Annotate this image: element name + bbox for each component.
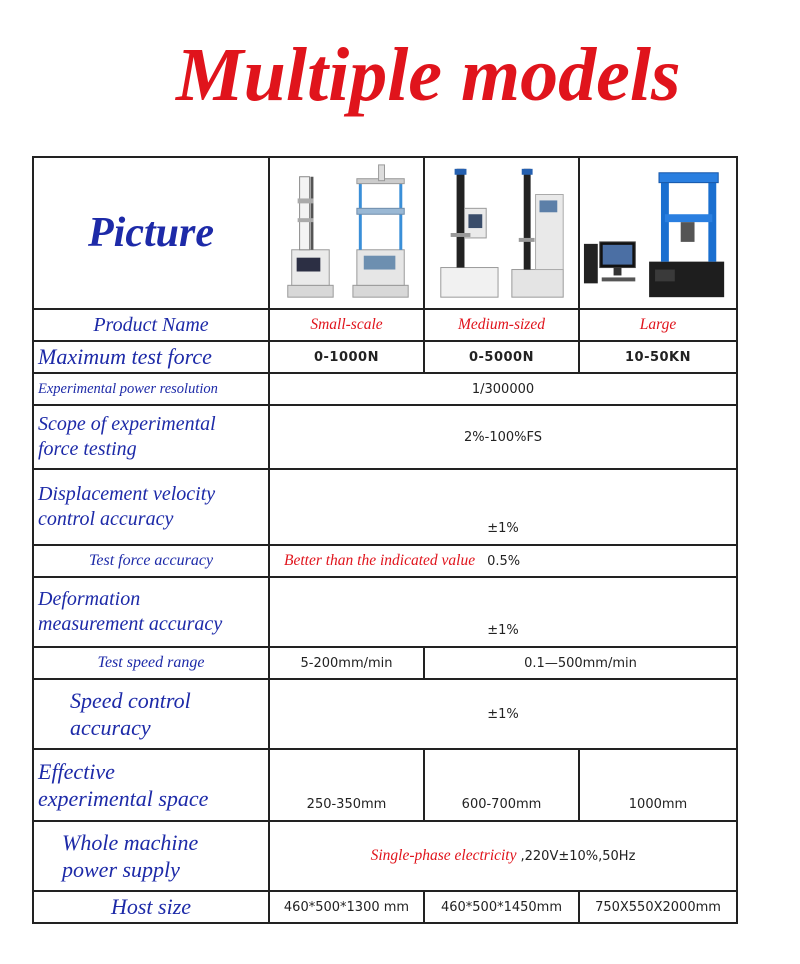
row-speed-control	[33, 679, 737, 749]
max-force-medium: 0-5000N	[424, 341, 579, 373]
label-speed-range: Test speed range	[33, 647, 269, 679]
space-small: 250-350mm	[269, 749, 424, 821]
row-host-size	[33, 891, 737, 923]
product-small: Small-scale	[269, 309, 424, 341]
row-speed-range	[33, 647, 737, 679]
label-power-supply-line1: Whole machine	[62, 829, 199, 855]
speed-control-value: ±1%	[269, 679, 737, 749]
host-size-small: 460*500*1300 mm	[269, 891, 424, 923]
label-deformation-line2: measurement accuracy	[38, 613, 223, 635]
test-force-accuracy-number: 0.5%	[487, 554, 521, 569]
label-deformation-line1: Deformation	[38, 588, 141, 610]
row-displacement	[33, 469, 737, 545]
label-max-force: Maximum test force	[33, 341, 269, 373]
row-power-resolution	[33, 373, 737, 405]
max-force-large: 10-50KN	[579, 341, 737, 373]
picture-label: Picture	[33, 157, 269, 309]
label-space-line1: Effective	[38, 758, 115, 784]
label-speed-control-line1: Speed control	[70, 687, 191, 713]
speed-range-small: 5-200mm/min	[269, 647, 424, 679]
force-scope-value: 2%-100%FS	[269, 405, 737, 469]
medium-sized-machine-image	[424, 157, 579, 309]
deformation-value: ±1%	[269, 577, 737, 647]
picture-row	[33, 157, 737, 309]
host-size-medium: 460*500*1450mm	[424, 891, 579, 923]
label-displacement-line1: Displacement velocity	[38, 483, 216, 505]
label-test-force-accuracy: Test force accuracy	[33, 545, 269, 577]
label-power-supply-line2: power supply	[62, 857, 180, 882]
row-power-supply	[33, 821, 737, 891]
label-speed-control-line2: accuracy	[70, 715, 151, 740]
label-power-supply	[33, 821, 269, 891]
row-max-force	[33, 341, 737, 373]
row-test-force-accuracy	[33, 545, 737, 577]
label-displacement	[33, 469, 269, 545]
label-displacement-line2: control accuracy	[38, 508, 174, 530]
label-speed-control	[33, 679, 269, 749]
label-power-resolution: Experimental power resolution	[33, 373, 269, 405]
page-title: Multiple models	[176, 33, 681, 117]
max-force-small: 0-1000N	[269, 341, 424, 373]
label-host-size: Host size	[33, 891, 269, 923]
product-large: Large	[579, 309, 737, 341]
small-scale-machine-image	[269, 157, 424, 309]
product-medium: Medium-sized	[424, 309, 579, 341]
test-force-accuracy-note: Better than the indicated value	[284, 552, 476, 569]
label-force-scope-line1: Scope of experimental	[38, 413, 216, 435]
power-supply-value	[269, 821, 737, 891]
label-space	[33, 749, 269, 821]
displacement-value: ±1%	[269, 469, 737, 545]
row-force-scope	[33, 405, 737, 469]
power-resolution-value: 1/300000	[269, 373, 737, 405]
label-product-name: Product Name	[33, 309, 269, 341]
power-supply-spec: ,220V±10%,50Hz	[520, 849, 636, 864]
spec-table	[32, 156, 738, 924]
large-machine-image	[579, 157, 737, 309]
label-space-line2: experimental space	[38, 786, 209, 811]
row-space	[33, 749, 737, 821]
power-supply-type: Single-phase electricity	[370, 847, 517, 864]
space-large: 1000mm	[579, 749, 737, 821]
speed-range-rest: 0.1—500mm/min	[424, 647, 737, 679]
test-force-accuracy-value	[269, 545, 737, 577]
label-force-scope	[33, 405, 269, 469]
row-deformation	[33, 577, 737, 647]
label-force-scope-line2: force testing	[38, 438, 137, 460]
label-deformation	[33, 577, 269, 647]
space-medium: 600-700mm	[424, 749, 579, 821]
host-size-large: 750X550X2000mm	[579, 891, 737, 923]
row-product-name	[33, 309, 737, 341]
